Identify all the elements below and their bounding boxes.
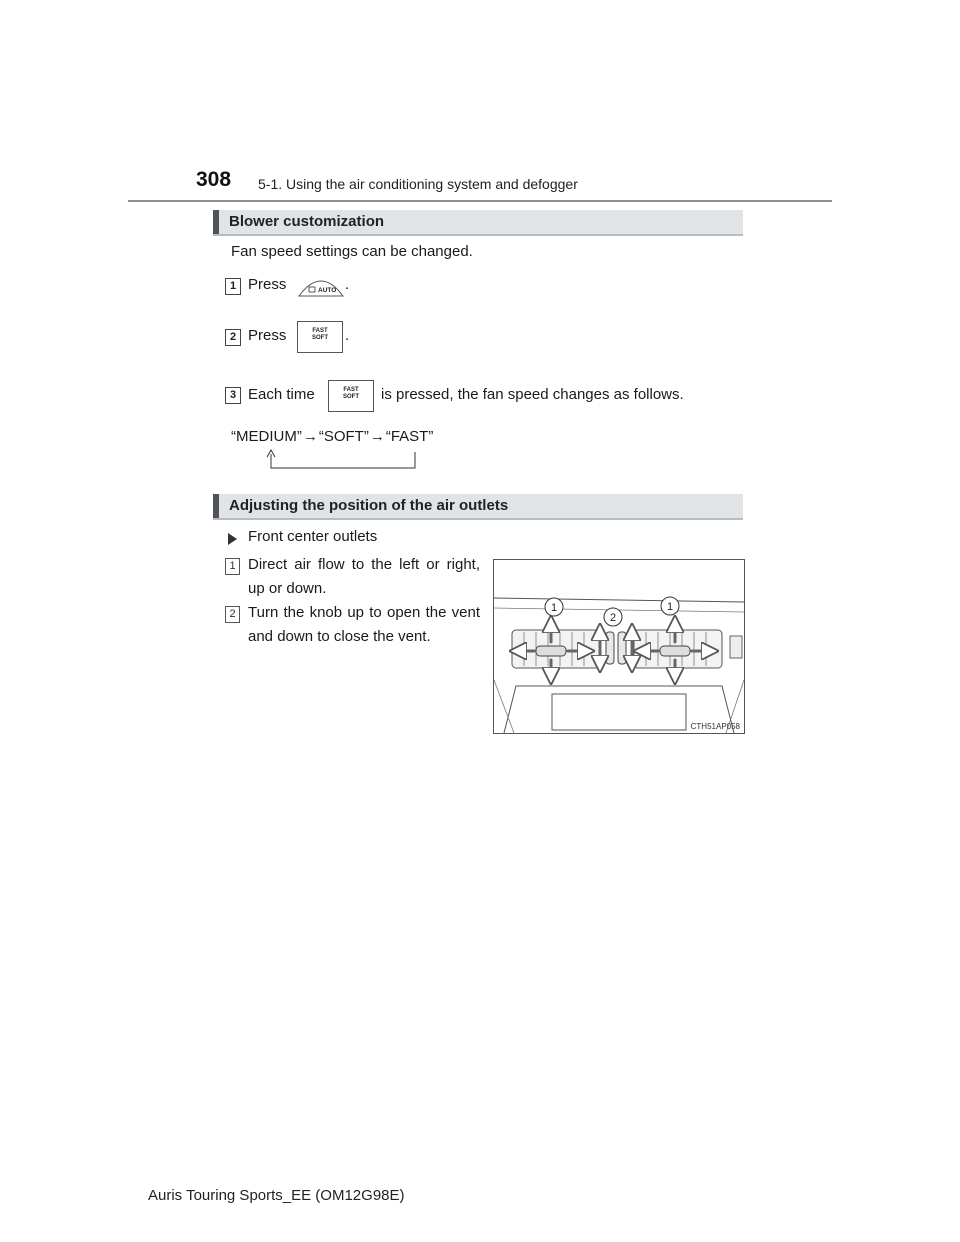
blower-intro: Fan speed settings can be changed. <box>231 243 473 260</box>
step-3-text-after: is pressed, the fan speed changes as follows. <box>381 386 684 403</box>
footer-model: Auris Touring Sports_EE (OM12G98E) <box>148 1187 405 1204</box>
bullet-triangle-icon <box>228 533 237 545</box>
step-badge-1: 1 <box>225 278 241 295</box>
fast-soft-button-icon <box>297 321 343 353</box>
callout-1-left: 1 <box>550 602 558 614</box>
step-badge-2: 2 <box>225 329 241 346</box>
section-bar-blower <box>213 210 743 236</box>
fan-speed-sequence <box>231 428 433 445</box>
page-number: 308 <box>196 168 232 191</box>
outlets-subheading: Front center outlets <box>248 528 378 545</box>
loop-back-arrow-icon <box>262 448 422 472</box>
fast-label: FAST <box>312 328 328 334</box>
auto-button-label: AUTO <box>318 287 337 294</box>
sequence-item-soft: “SOFT” <box>318 428 369 445</box>
section-title-blower: Blower customization <box>229 213 385 230</box>
step-3-text-before: Each time <box>248 386 315 403</box>
soft-label: SOFT <box>312 335 328 341</box>
sequence-item-fast: “FAST” <box>385 428 434 445</box>
step-1-text-before: Press <box>248 276 287 293</box>
air-outlet-figure <box>493 559 745 734</box>
fast-label-2: FAST <box>343 387 359 393</box>
soft-label-2: SOFT <box>343 394 359 400</box>
step-badge-3: 3 <box>225 387 241 404</box>
section-bar-outlets <box>213 494 743 520</box>
step-2-text-before: Press <box>248 327 287 344</box>
figure-code: CTH51AP058 <box>690 722 740 731</box>
section-accent-2 <box>213 494 219 518</box>
header-divider <box>128 200 832 202</box>
callout-1-right: 1 <box>666 601 674 613</box>
item-2-text: Turn the knob up to open the vent and down to close the vent. <box>248 604 480 645</box>
callout-2: 2 <box>609 612 617 624</box>
step-2-text-after: . <box>345 327 350 344</box>
section-header: 5-1. Using the air conditioning system and defogger <box>258 176 578 192</box>
sequence-item-medium: “MEDIUM” <box>231 428 302 445</box>
fast-soft-button-icon-2 <box>328 380 374 412</box>
sequence-arrow-2: → <box>369 428 385 445</box>
auto-button-icon <box>297 272 345 298</box>
sequence-arrow-1: → <box>302 428 318 445</box>
item-badge-2: 2 <box>225 606 240 623</box>
air-outlet-illustration <box>494 560 744 733</box>
step-1-text-after: . <box>345 276 350 293</box>
section-accent <box>213 210 219 234</box>
item-badge-1: 1 <box>225 558 240 575</box>
item-1-text: Direct air flow to the left or right, up or down. <box>248 556 480 597</box>
section-title-outlets: Adjusting the position of the air outlets <box>229 497 509 514</box>
